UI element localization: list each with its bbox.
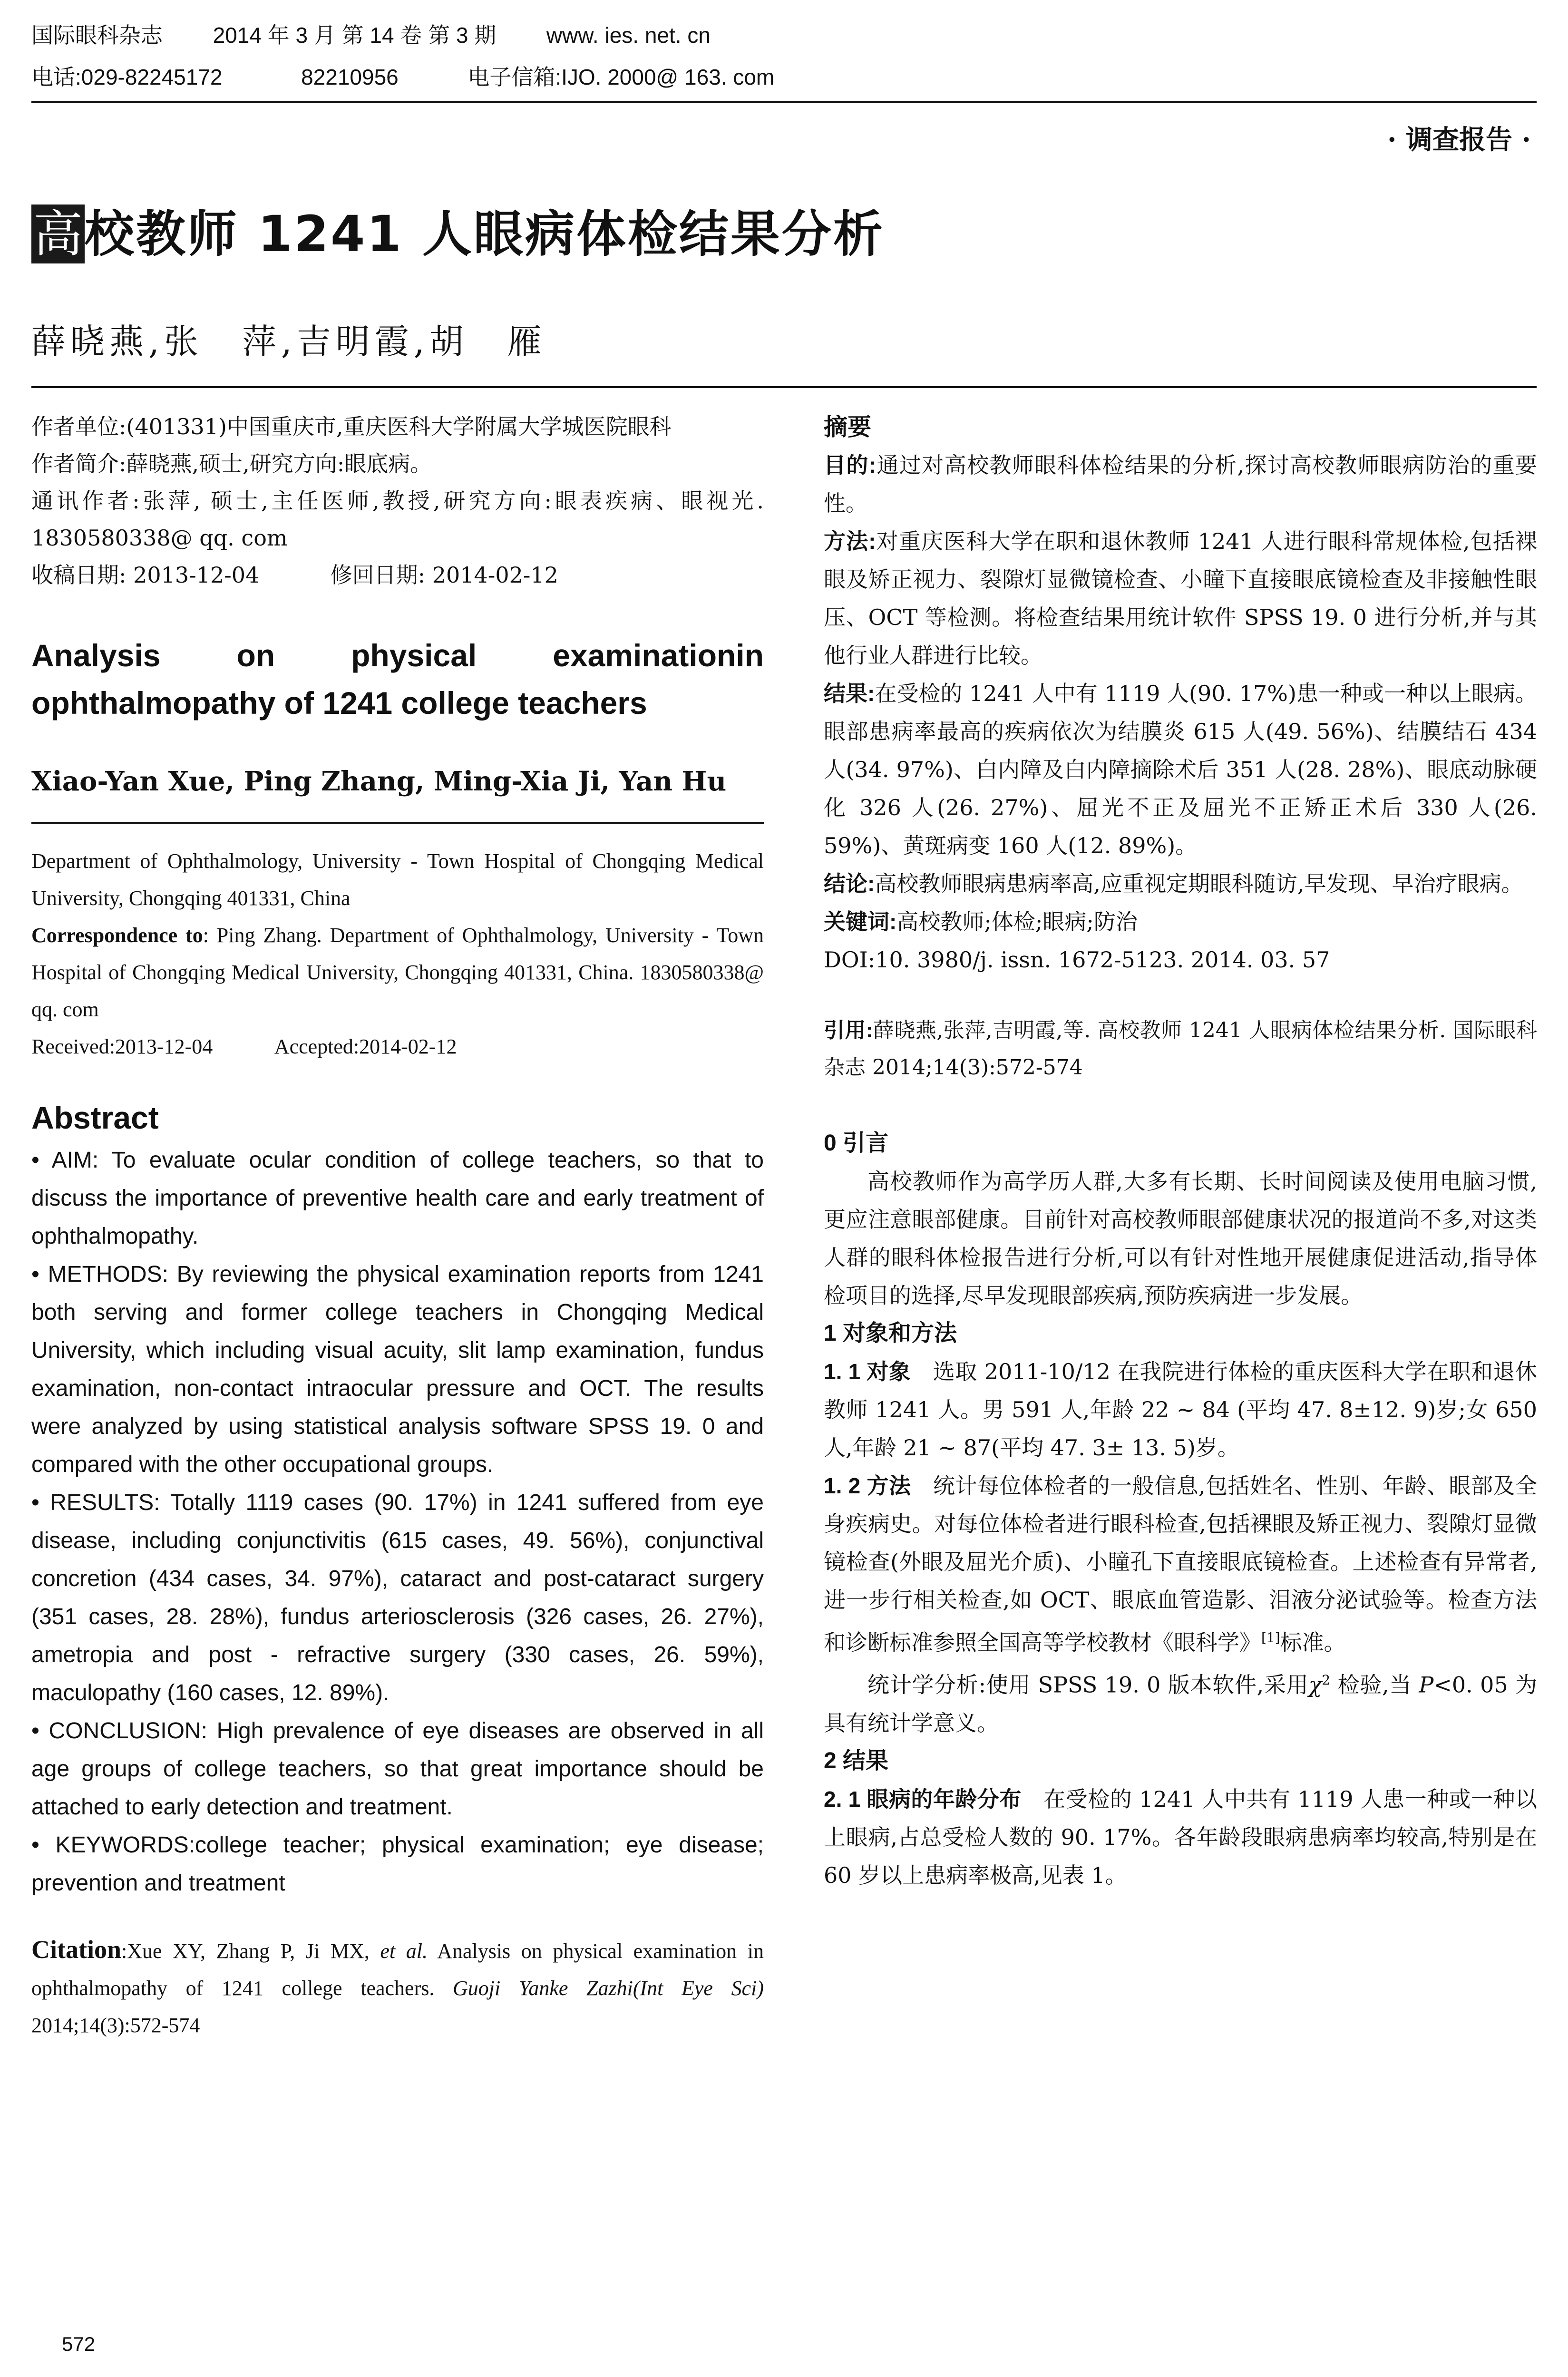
author-bio: 作者简介:薛晓燕,硕士,研究方向:眼底病。 <box>31 451 432 477</box>
left-column <box>31 408 764 2044</box>
accepted-date-en: Accepted:2014-02-12 <box>274 1035 457 1058</box>
issue-info: 2014 年 3 月 第 14 卷 第 3 期 <box>213 23 497 48</box>
cn-abstract-heading: 摘要 <box>824 414 871 440</box>
abstract-heading: Abstract <box>31 1100 159 1135</box>
email: 电子信箱:IJO. 2000@ 163. com <box>467 65 775 89</box>
cn-citation-text: 薛晓燕,张萍,吉明霞,等. 高校教师 1241 人眼病体检结果分析. 国际眼科杂志 2014;14(3):572-574 <box>824 1018 1537 1080</box>
section-1-1-label: 1. 1 对象 <box>824 1359 911 1384</box>
cn-methods-text: 对重庆医科大学在职和退休教师 1241 人进行眼科常规体检,包括裸眼及矫正视力、裂隙灯显微镜检查、小瞳下直接眼底镜检查及非接触性眼压、OCT 等检测。将检查结果用统计软件 SPSS 19. 0 进行分析,并与其他行业人群进行比较。 <box>824 528 1537 668</box>
right-column <box>824 408 1537 1894</box>
cn-citation-label: 引用: <box>824 1019 873 1042</box>
cn-abstract-keywords <box>824 903 1537 941</box>
section-2-1-text: 在受检的 1241 人中共有 1119 人患一种或一种以上眼病,占总受检人数的 90. 17%。各年龄段眼病患病率均较高,特别是在 60 岁以上患病率极高,见表 1。 <box>824 1786 1537 1888</box>
abstract-keywords: • KEYWORDS:college teacher; physical examination; eye disease; prevention and treatment <box>31 1832 764 1896</box>
cn-results-label: 结果: <box>824 681 875 706</box>
phone-2: 82210956 <box>301 65 399 89</box>
chi-superscript: 2 <box>1322 1672 1331 1688</box>
journal-name: 国际眼科杂志 <box>31 23 163 48</box>
cn-abstract-conclusion <box>824 865 1537 903</box>
cn-conclusion-label: 结论: <box>824 871 875 896</box>
abstract-aim: • AIM: To evaluate ocular condition of college teachers, so that to discuss the importance of preventive health care and early treatment of ophthalmopathy. <box>31 1148 764 1249</box>
cn-aim-label: 目的: <box>824 453 877 477</box>
section-1-2-end: 标准。 <box>1280 1629 1346 1656</box>
intro-heading: 0 引言 <box>824 1130 889 1156</box>
title-first-char: 高 <box>31 205 85 263</box>
section-1-2-text: 统计每位体检者的一般信息,包括姓名、性别、年龄、眼部及全身疾病史。对每位体检者进行眼科检查,包括裸眼及矫正视力、裂隙灯显微镜检查(外眼及屈光介质)、小瞳孔下直接眼底镜检查。上述检查有异常者,进一步行相关检查,如 OCT、眼底血管造影、泪液分泌试验等。检查方法和诊断标准参照全国高等学校教材《眼科学》 <box>824 1473 1537 1656</box>
abstract-results: • RESULTS: Totally 1119 cases (90. 17%) in 1241 suffered from eye disease, including conjunctivitis (615 cases, 49. 56%), conjunctival concretion (434 cases, 34. 97%), cataract and post-cataract surgery (351 cases, 28. 28%), fundus arteriosclerosis (326 cases, 26. 27%), ametropia and post - refractive surgery (330 cases, 26. 59%), maculopathy (160 cases, 12. 89%). <box>31 1490 764 1705</box>
section-1-2 <box>824 1467 1537 1661</box>
citation-part-c: 2014;14(3):572-574 <box>31 2014 200 2037</box>
citation-journal: Guoji Yanke Zazhi(Int Eye Sci) <box>453 1977 764 2000</box>
page-number: 572 <box>62 2333 96 2355</box>
intro-paragraph: 高校教师作为高学历人群,大多有长期、长时间阅读及使用电脑习惯,更应注意眼部健康。目前针对高校教师眼部健康状况的报道尚不多,对这类人群的眼科体检报告进行分析,可以有针对性地开展健康促进活动,指导体检项目的选择,尽早发现眼部疾病,预防疾病进一步发展。 <box>824 1169 1537 1308</box>
revised-date-cn: 修回日期: 2014-02-12 <box>330 562 558 588</box>
citation-etal: et al. <box>380 1939 428 1963</box>
cn-conclusion-text: 高校教师眼病患病率高,应重视定期眼科随访,早发现、早治疗眼病。 <box>875 871 1523 896</box>
journal-website[interactable]: www. ies. net. cn <box>546 23 711 48</box>
authors-cn: 薛晓燕,张 萍,吉明霞,胡 雁 <box>31 321 546 361</box>
cn-abstract-methods <box>824 522 1537 674</box>
cn-aim-text: 通过对高校教师眼科体检结果的分析,探讨高校教师眼病防治的重要性。 <box>824 452 1537 516</box>
phone: 电话:029-82245172 <box>31 65 223 89</box>
chi-symbol: χ <box>1308 1672 1322 1698</box>
section-1-1 <box>824 1353 1537 1467</box>
cn-keywords-label: 关键词: <box>824 909 897 934</box>
section-2-1-label: 2. 1 眼病的年龄分布 <box>824 1786 1022 1812</box>
affiliation: 作者单位:(401331)中国重庆市,重庆医科大学附属大学城医院眼科 <box>31 414 672 439</box>
citation-label: Citation <box>31 1935 121 1964</box>
running-header-line2 <box>31 62 774 92</box>
running-header-line1 <box>31 20 711 50</box>
english-correspondence <box>31 917 764 1028</box>
author-rule <box>31 386 1537 388</box>
cn-citation <box>824 1012 1537 1086</box>
stats-text-a: 统计学分析:使用 SPSS 19. 0 版本软件,采用 <box>867 1672 1309 1698</box>
methods-heading: 1 对象和方法 <box>824 1321 957 1346</box>
statistics-paragraph <box>824 1661 1537 1742</box>
dates-cn <box>31 556 764 594</box>
cn-results-text: 在受检的 1241 人中有 1119 人(90. 17%)患一种或一种以上眼病。眼部患病率最高的疾病依次为结膜炎 615 人(49. 56%)、结膜结石 434 人(34. 97%)、白内障及白内障摘除术后 351 人(28. 28%)、眼底动脉硬化 326 人(26. 27%)、屈光不正及屈光不正矫正术后 330 人(26. 59%)、黄斑病变 160 人(12. 89%)。 <box>824 681 1537 858</box>
section-1-1-text: 选取 2011-10/12 在我院进行体检的重庆医科大学在职和退休教师 1241 人。男 591 人,年龄 22 ~ 84 (平均 47. 8±12. 9)岁;女 650 人,年龄 21 ~ 87(平均 47. 3± 13. 5)岁。 <box>824 1359 1537 1461</box>
cn-abstract-results <box>824 674 1537 865</box>
stats-text-c: <0. 05 为具有统计学意义。 <box>824 1672 1537 1736</box>
abstract-conclusion: • CONCLUSION: High prevalence of eye diseases are observed in all age groups of college teachers, so that great importance should be attached to early detection and treatment. <box>31 1718 764 1820</box>
english-title: Analysis on physical examinationin ophthalmopathy of 1241 college teachers <box>31 638 764 721</box>
cn-abstract-aim <box>824 446 1537 522</box>
cn-methods-label: 方法: <box>824 529 876 554</box>
section-1-2-label: 1. 2 方法 <box>824 1473 911 1498</box>
correspondence-text: : Ping Zhang. Department of Ophthalmology, University - Town Hospital of Chongqing Medical University, Chongqing 401331, China. 1830580338@ qq. com <box>31 924 764 1021</box>
english-authors: Xiao-Yan Xue, Ping Zhang, Ming-Xia Ji, Yan Hu <box>31 766 727 797</box>
p-symbol: P <box>1419 1672 1434 1698</box>
cn-keywords-text: 高校教师;体检;眼病;防治 <box>896 909 1138 935</box>
english-department: Department of Ophthalmology, University - Town Hospital of Chongqing Medical University, Chongqing 401331, China <box>31 849 764 910</box>
doi[interactable]: DOI:10. 3980/j. issn. 1672-5123. 2014. 03. 57 <box>824 947 1330 973</box>
abstract-methods: • METHODS: By reviewing the physical examination reports from 1241 both serving and former college teachers in Chongqing Medical University, which including visual acuity, slit lamp examination, fundus examination, non-contact intraocular pressure and OCT. The results were analyzed by using statistical analysis software SPSS 19. 0 and compared with the other occupational groups. <box>31 1262 764 1477</box>
english-author-rule <box>31 822 764 824</box>
article-title <box>31 205 885 266</box>
corresponding-author: 通讯作者:张萍, 硕士,主任医师,教授,研究方向:眼表疾病、眼视光. 1830580338@ qq. com <box>31 488 764 551</box>
section-2-1 <box>824 1780 1537 1894</box>
stats-text-b: 检验,当 <box>1330 1672 1419 1698</box>
english-citation <box>31 1931 764 2044</box>
results-heading: 2 结果 <box>824 1748 889 1773</box>
citation-part-a: :Xue XY, Zhang P, Ji MX, <box>121 1939 380 1963</box>
title-text: 校教师 1241 人眼病体检结果分析 <box>85 205 885 263</box>
header-rule <box>31 101 1537 103</box>
correspondence-label: Correspondence to <box>31 924 203 947</box>
reference-1[interactable]: [1] <box>1261 1630 1280 1646</box>
citation-part-b: Analysis on physical examination in ophthalmopathy of 1241 college teachers. <box>31 1939 764 2000</box>
english-dates <box>31 1028 764 1065</box>
section-tag: · 调查报告 · <box>1387 124 1531 156</box>
received-date-cn: 收稿日期: 2013-12-04 <box>31 562 260 588</box>
received-date-en: Received:2013-12-04 <box>31 1035 213 1058</box>
